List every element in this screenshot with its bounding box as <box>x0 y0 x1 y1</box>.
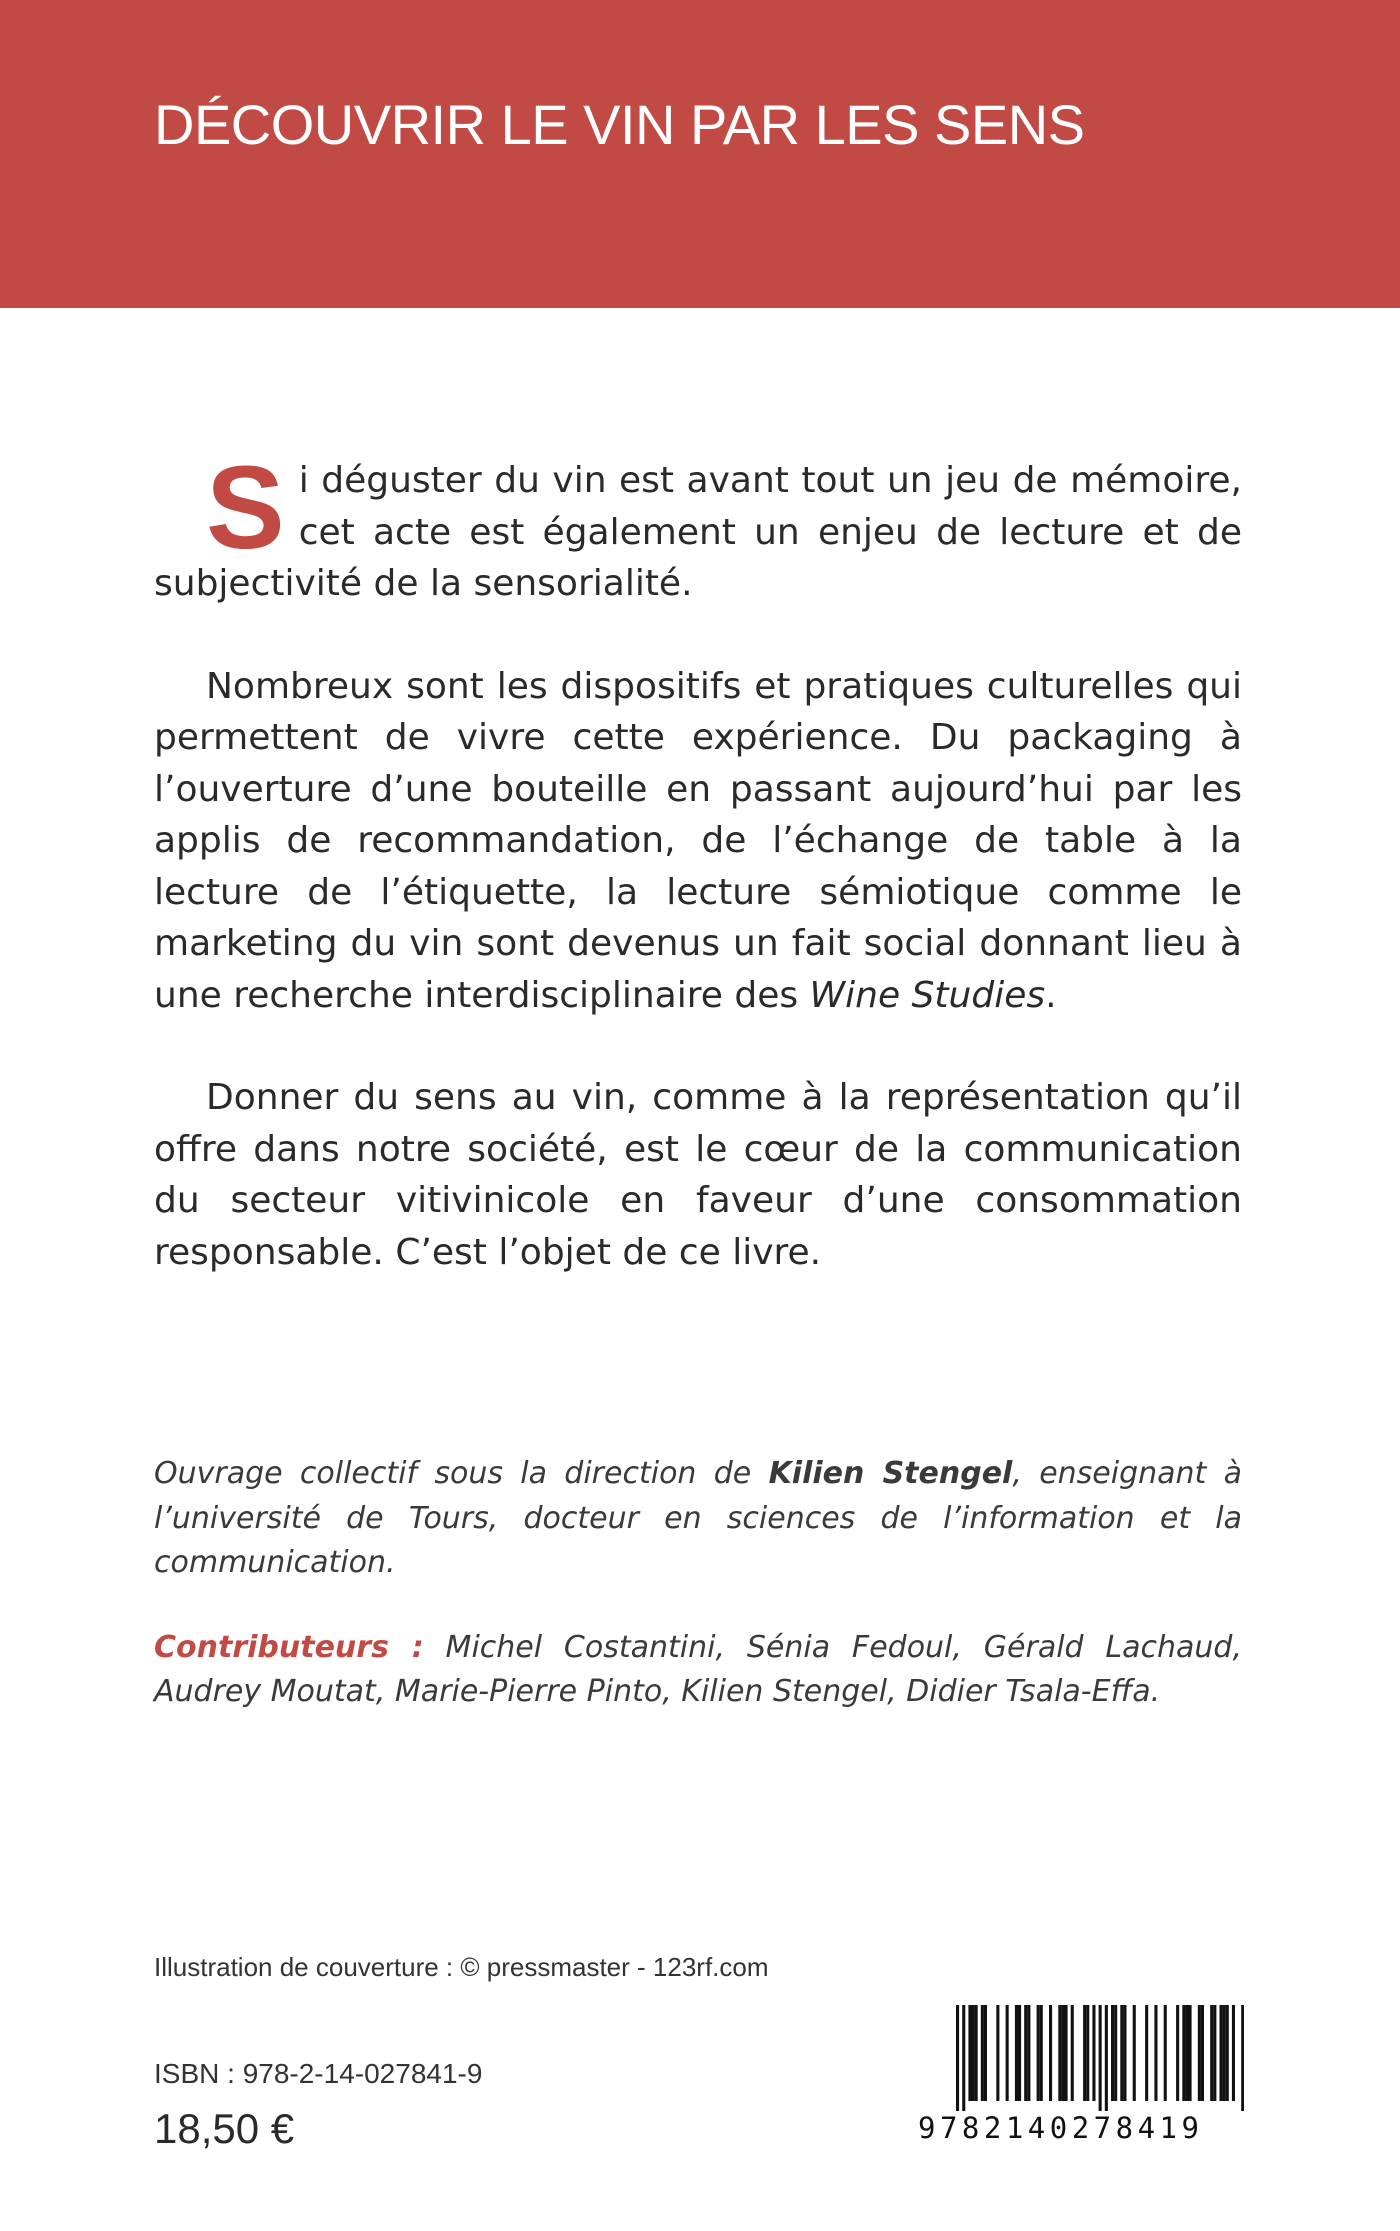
barcode-bar <box>1099 2005 1102 2111</box>
barcode-bar <box>1232 2005 1235 2101</box>
price: 18,50 € <box>154 2105 295 2152</box>
barcode-bar <box>1182 2005 1185 2101</box>
direction-suffix: , enseignant à l’université de Tours, docteur en sciences de l’information et la communication. <box>154 1456 1242 1580</box>
barcode-bar <box>1065 2005 1068 2101</box>
barcode-bar <box>1111 2005 1114 2101</box>
barcode-bar <box>1185 2005 1188 2101</box>
barcode-bar <box>1223 2005 1226 2101</box>
barcode-bar <box>1015 2005 1018 2101</box>
barcode-bar <box>1220 2005 1223 2101</box>
barcode-bar <box>956 2005 959 2111</box>
isbn: ISBN : 978-2-14-027841-9 <box>154 2058 483 2089</box>
blurb-paragraph-3: Donner du sens au vin, comme à la représentation qu’il offre dans notre société, est le cœur de la communication du secteur vitivinicole en faveur d’une consommation responsable. C’est l’objet de ce livre. <box>154 1077 1242 1273</box>
barcode <box>918 2003 1244 2153</box>
barcode-bar <box>1049 2005 1052 2101</box>
blurb-paragraph-1-text: i déguster du vin est avant tout un jeu de mémoire, cet acte est également un enjeu de lecture et de subjectivité de la sensorialité. <box>154 460 1242 604</box>
barcode-bar <box>1024 2005 1027 2101</box>
blurb-paragraph-2-end: . <box>1045 974 1057 1016</box>
barcode-bar <box>1105 2005 1108 2111</box>
blurb-paragraph-2 <box>154 661 1242 1022</box>
barcode-bar <box>1086 2005 1089 2101</box>
barcode-bar <box>1037 2005 1040 2101</box>
barcode-bar <box>1083 2005 1086 2101</box>
illustration-credit: Illustration de couverture : © pressmaster - 123rf.com <box>154 1952 769 1982</box>
direction-prefix: Ouvrage collectif sous la direction de <box>154 1456 769 1491</box>
direction-credit <box>154 1452 1242 1586</box>
barcode-bar <box>1071 2005 1074 2101</box>
book-title: DÉCOUVRIR LE VIN PAR LES SENS <box>154 93 1085 156</box>
barcode-bar <box>962 2005 965 2111</box>
barcode-bar <box>968 2005 971 2101</box>
barcode-bar <box>1006 2005 1009 2101</box>
blurb-paragraph-1 <box>154 442 1242 610</box>
barcode-bar <box>1226 2005 1229 2101</box>
barcode-bar <box>1154 2005 1157 2101</box>
contributors-list: Michel Costantini, Sénia Fedoul, Gérald Lachaud, Audrey Moutat, Marie-Pierre Pinto, Kilien Stengel, Didier Tsala-Effa. <box>154 1629 1243 1709</box>
barcode-bar <box>996 2005 999 2101</box>
director-name: Kilien Stengel <box>768 1456 1013 1491</box>
barcode-number: 9782140278419 <box>918 2111 1204 2145</box>
barcode-bar <box>1176 2005 1179 2101</box>
barcode-bar <box>1018 2005 1021 2101</box>
barcode-bar <box>1027 2005 1030 2101</box>
back-cover-blurb <box>154 442 1242 1329</box>
barcode-bar <box>1114 2005 1117 2101</box>
barcode-bar <box>1133 2005 1136 2101</box>
barcode-bar <box>1123 2005 1126 2101</box>
credits-section <box>154 1452 1242 1755</box>
barcode-bar <box>1061 2005 1064 2101</box>
barcode-bar <box>1210 2005 1213 2101</box>
wine-studies-italic: Wine Studies <box>809 974 1046 1016</box>
barcode-bar <box>981 2005 984 2101</box>
barcode-bar <box>1213 2005 1216 2101</box>
contributors-label: Contributeurs : <box>154 1629 424 1665</box>
barcode-bar <box>1241 2005 1244 2111</box>
barcode-bar <box>1189 2005 1192 2101</box>
barcode-bar <box>984 2005 987 2101</box>
barcode-bar <box>1092 2005 1095 2101</box>
barcode-bar <box>972 2005 975 2101</box>
drop-cap: S <box>206 442 285 574</box>
barcode-bar <box>1198 2005 1201 2101</box>
barcode-bars-icon <box>918 2003 1244 2111</box>
barcode-bar <box>1040 2005 1043 2101</box>
barcode-bar <box>1145 2005 1148 2101</box>
barcode-bar <box>1120 2005 1123 2101</box>
barcode-bar <box>975 2005 978 2101</box>
barcode-bar <box>1201 2005 1204 2101</box>
blurb-paragraph-2-text: Nombreux sont les dispositifs et pratiques culturelles qui permettent de vivre cette expérience. Du packaging à l’ouverture d’une bouteille en passant aujourd’hui par les applis de recommandation, de l’échange de table à la lecture de l’étiquette, la lecture sémiotique comme le marketing du vin sont devenus un fait social donnant lieu à une recherche interdisciplinaire des <box>154 665 1242 1016</box>
barcode-bar <box>1164 2005 1167 2101</box>
barcode-bar <box>1058 2005 1061 2101</box>
contributors-credit <box>154 1626 1242 1715</box>
header-band <box>0 0 1400 308</box>
